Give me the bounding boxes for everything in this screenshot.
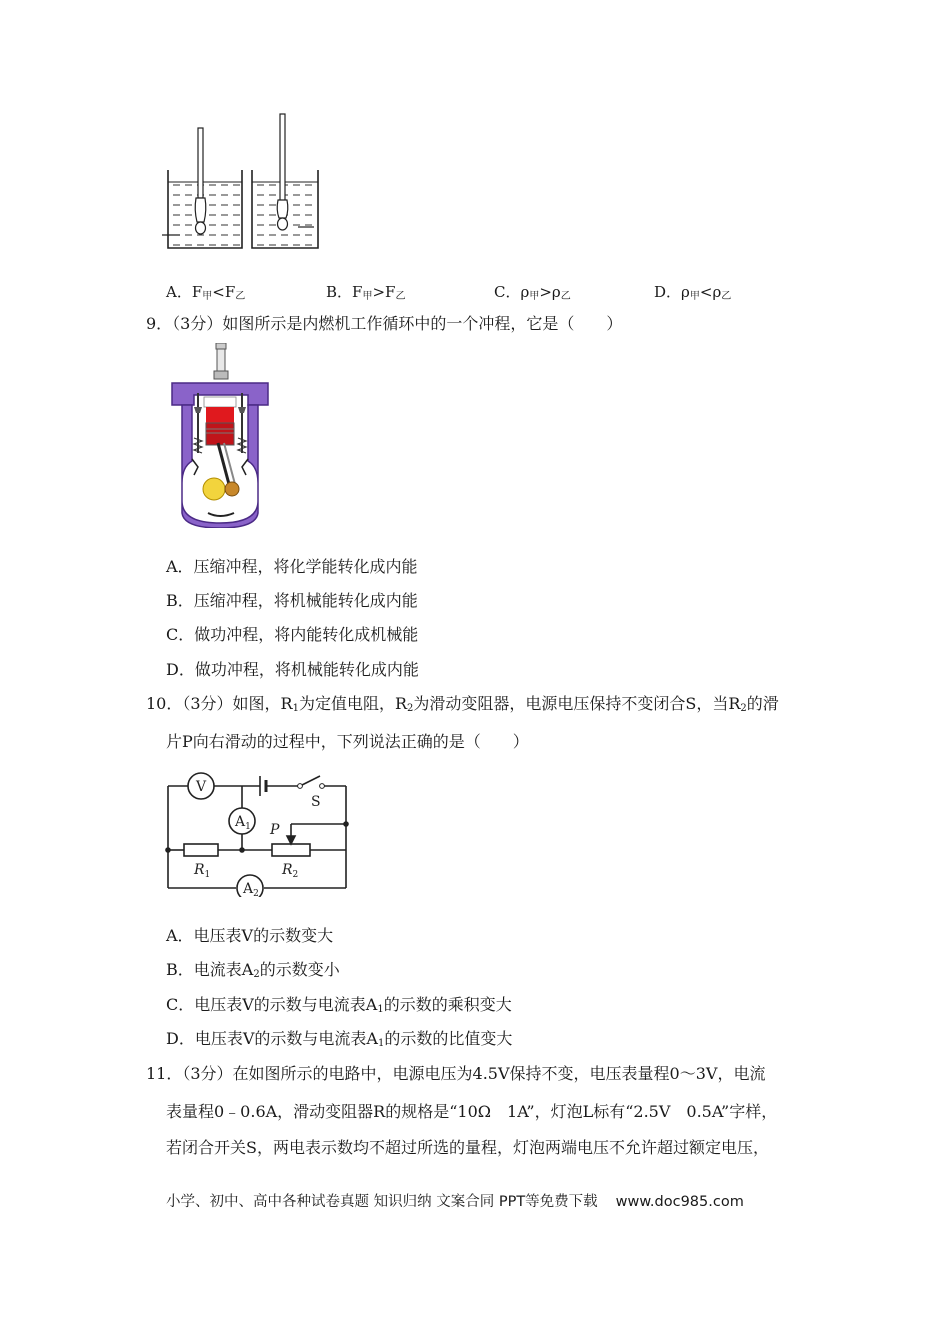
r1-label: $R_1$ [194,862,211,880]
footer-text: 小学、初中、高中各种试卷真题 知识归纳 文案合同 PPT等免费下载 [166,1194,598,1210]
q8-option-d: D．$\rho_甲<\rho_乙$ [654,283,732,302]
q9-option-b: B．压缩冲程，将机械能转化成内能 [166,591,418,610]
q10-stem-line2: 片P向右滑动的过程中，下列说法正确的是（ ） [166,732,529,751]
circuit-diagram-q10 [160,762,360,897]
q10-option-a: A．电压表V的示数变大 [166,926,334,945]
densimeter-figure [160,110,325,255]
q10-stem-line1: 10．（3分）如图，$R_1$为定值电阻，$R_2$为滑动变阻器，电源电压保持不变闭合S，当$R_2$的滑 [146,694,779,714]
ammeter-a1-label: $A_1$ [235,814,251,832]
q10-option-b: B．电流表$A_2$的示数变小 [166,960,340,980]
engine-stroke-figure [168,343,273,528]
q8-option-c: C．$\rho_甲>\rho_乙$ [494,283,571,302]
q11-stem-line2: 表量程0﹣0.6A，滑动变阻器R的规格是“10Ω 1A”，灯泡L标有“2.5V 0.5A”字样， [166,1102,778,1121]
page-footer [166,1190,744,1211]
q11-stem-line1: 11．（3分）在如图所示的电路中，电源电压为4.5V保持不变，电压表量程0～3V，电流 [146,1064,766,1083]
voltmeter-label: V [196,779,207,795]
q8-option-a: A．$F_甲<F_乙$ [166,283,246,302]
q9-option-c: C．做功冲程，将内能转化成机械能 [166,625,419,644]
footer-url[interactable]: www.doc985.com [615,1194,744,1210]
q11-stem-line3: 若闭合开关S，两电表示数均不超过所选的量程，灯泡两端电压不允许超过额定电压， [166,1138,769,1157]
beaker-jia [162,128,242,248]
q10-option-d: D．电压表V的示数与电流表$A_1$的示数的比值变大 [166,1029,513,1049]
q9-option-a: A．压缩冲程，将化学能转化成内能 [166,557,418,576]
ammeter-a2-label: $A_2$ [243,881,259,897]
q9-option-d: D．做功冲程，将机械能转化成内能 [166,660,419,679]
r2-label: $R_2$ [282,862,299,880]
q8-option-b: B．$F_甲>F_乙$ [326,283,406,302]
q10-option-c: C．电压表V的示数与电流表$A_1$的示数的乘积变大 [166,995,512,1015]
beaker-yi [252,114,318,248]
slider-label: P [270,822,280,838]
q9-stem: 9．（3分）如图所示是内燃机工作循环中的一个冲程，它是（ ） [146,314,623,333]
switch-label: S [311,794,321,810]
